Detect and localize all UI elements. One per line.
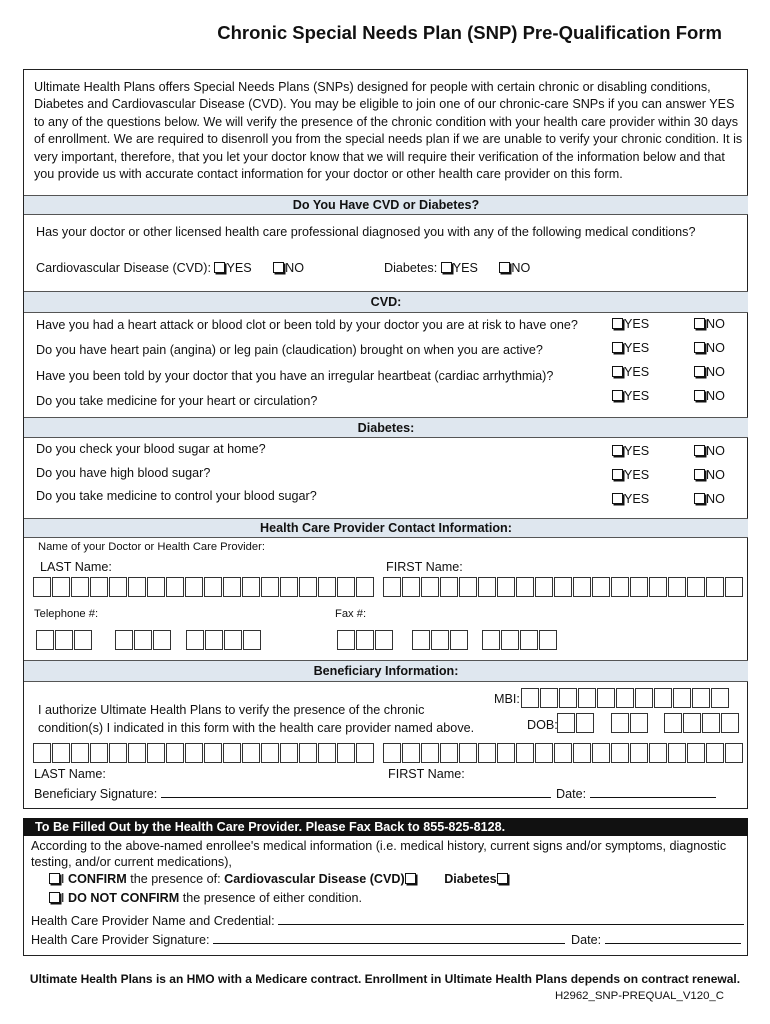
confirm-checkbox[interactable] <box>49 873 60 884</box>
cvd-header: CVD: <box>24 291 748 313</box>
hcp-signature-row <box>31 933 565 947</box>
diabetes-yes-checkbox[interactable] <box>441 262 452 273</box>
diabetes-q1-yes[interactable] <box>612 444 649 458</box>
checkbox-icon <box>612 493 623 504</box>
confirm-prefix: I <box>61 872 65 886</box>
telephone-line-boxes[interactable] <box>186 630 262 650</box>
confirm-bold: CONFIRM <box>68 872 127 886</box>
no-label: NO <box>706 317 725 331</box>
yes-label: YES <box>624 468 650 482</box>
yes-label: YES <box>624 389 650 403</box>
diabetes-q3-no[interactable] <box>694 492 725 506</box>
beneficiary-signature-label: Beneficiary Signature: <box>34 787 158 801</box>
fax-label: Fax #: <box>335 608 367 620</box>
checkbox-icon <box>694 469 705 480</box>
checkbox-icon <box>694 342 705 353</box>
telephone-prefix-boxes[interactable] <box>115 630 172 650</box>
section-cvd-diabetes-header: Do You Have CVD or Diabetes? <box>24 195 748 215</box>
telephone-label: Telephone #: <box>34 608 99 620</box>
dob-year-boxes[interactable] <box>664 713 740 733</box>
dob-day-boxes[interactable] <box>611 713 649 733</box>
fax-prefix-boxes[interactable] <box>412 630 469 650</box>
checkbox-icon <box>612 318 623 329</box>
notconfirm-prefix: I <box>61 891 65 905</box>
checkbox-icon <box>694 390 705 401</box>
hcp-signature-line[interactable] <box>213 943 565 944</box>
not-confirm-row <box>49 891 362 905</box>
diabetes-diagnosis-label: Diabetes: <box>384 261 438 275</box>
authorization-text: I authorize Ultimate Health Plans to verify the presence of the chronic condition(s) I indicated in this form with the health care provider named above. <box>38 703 475 735</box>
cvd-q1-no[interactable] <box>694 317 725 331</box>
cvd-q3-no[interactable] <box>694 365 725 379</box>
beneficiary-last-name-boxes[interactable] <box>33 743 375 763</box>
hcp-according-text: According to the above-named enrollee's medical information (i.e. medical history, current signs and/or symptoms, diagnostic testing, and/or current medications), <box>31 839 727 869</box>
fax-area-boxes[interactable] <box>337 630 394 650</box>
diabetes-header: Diabetes: <box>24 417 748 438</box>
confirm-row <box>49 872 509 886</box>
diabetes-question-3: Do you take medicine to control your blood sugar? <box>36 489 317 503</box>
hcp-date-label: Date: <box>571 933 602 947</box>
cvd-diagnosis-row <box>36 261 304 275</box>
cvd-q4-yes[interactable] <box>612 389 649 403</box>
cvd-question-1: Have you had a heart attack or blood clot or been told by your doctor you are at risk to have one? <box>36 318 578 332</box>
fax-line-boxes[interactable] <box>482 630 558 650</box>
mbi-boxes[interactable] <box>521 688 730 708</box>
footer-disclaimer: Ultimate Health Plans is an HMO with a Medicare contract. Enrollment in Ultimate Health Plans depends on contract renewal. <box>29 972 741 986</box>
page-title: Chronic Special Needs Plan (SNP) Pre-Qualification Form <box>217 22 722 43</box>
no-label: NO <box>706 365 725 379</box>
cvd-no-checkbox[interactable] <box>273 262 284 273</box>
diabetes-question-2: Do you have high blood sugar? <box>36 466 211 480</box>
beneficiary-date-line[interactable] <box>590 797 716 798</box>
beneficiary-signature-row <box>34 787 551 801</box>
yes-label: YES <box>624 492 650 506</box>
beneficiary-first-name-boxes[interactable] <box>383 743 744 763</box>
hcp-date-row <box>571 933 741 947</box>
provider-last-name-label: LAST Name: <box>40 560 112 574</box>
cvd-q1-yes[interactable] <box>612 317 649 331</box>
checkbox-icon <box>612 469 623 480</box>
hcp-date-line[interactable] <box>605 943 741 944</box>
confirm-cvd-checkbox[interactable] <box>405 873 416 884</box>
dob-month-boxes[interactable] <box>557 713 595 733</box>
beneficiary-date-label: Date: <box>556 787 587 801</box>
beneficiary-header: Beneficiary Information: <box>24 660 748 682</box>
provider-first-name-label: FIRST Name: <box>386 560 463 574</box>
yes-label: YES <box>624 341 650 355</box>
beneficiary-first-name-label: FIRST Name: <box>388 767 465 781</box>
notconfirm-bold: DO NOT CONFIRM <box>68 891 180 905</box>
no-label: NO <box>706 444 725 458</box>
yes-label: YES <box>624 365 650 379</box>
diabetes-no-checkbox[interactable] <box>499 262 510 273</box>
hcp-header: To Be Filled Out by the Health Care Provider. Please Fax Back to 855-825-8128. <box>23 818 748 836</box>
confirm-diabetes-label: Diabetes <box>444 872 497 886</box>
no-label: NO <box>511 261 531 275</box>
yes-label: YES <box>624 317 650 331</box>
notconfirm-rest: the presence of either condition. <box>182 891 362 905</box>
cvd-yes-checkbox[interactable] <box>214 262 225 273</box>
dob-label: DOB: <box>527 718 558 732</box>
form-code: H2962_SNP-PREQUAL_V120_C <box>554 990 724 1002</box>
checkbox-icon <box>612 445 623 456</box>
no-label: NO <box>706 468 725 482</box>
beneficiary-signature-line[interactable] <box>161 797 551 798</box>
cvd-diagnosis-label: Cardiovascular Disease (CVD): <box>36 261 211 275</box>
diabetes-q3-yes[interactable] <box>612 492 649 506</box>
no-label: NO <box>706 492 725 506</box>
yes-label: YES <box>624 444 650 458</box>
checkbox-icon <box>612 366 623 377</box>
provider-name-label: Name of your Doctor or Health Care Provider: <box>38 541 265 553</box>
intro-text: Ultimate Health Plans offers Special Needs Plans (SNPs) designed for people with certain chronic or disabling conditions, Diabetes and Cardiovascular Disease (CVD). You may be eligible to join one of our chronic-care SNPs if you can answer YES to any of the questions below. We will verify the presence of the chronic condition with your health care provider within 30 days of enrollment. We are required to disenroll you from the special needs plan if we are unable to verify your chronic condition. It is very important, therefore, that you let your doctor know that we will require their verification of the information below and that you provide us with accurate contact information for your doctor or other health care provider on this form. <box>34 80 743 182</box>
yes-label: YES <box>452 261 478 275</box>
cvd-question-3: Have you been told by your doctor that you have an irregular heartbeat (cardiac arrhythmia)? <box>36 369 554 383</box>
beneficiary-date-row <box>556 787 716 801</box>
provider-first-name-boxes[interactable] <box>383 577 744 597</box>
hcp-name-label: Health Care Provider Name and Credential: <box>31 914 275 928</box>
checkbox-icon <box>612 390 623 401</box>
cvd-question-2: Do you have heart pain (angina) or leg pain (claudication) brought on when you are active? <box>36 343 543 357</box>
checkbox-icon <box>694 366 705 377</box>
confirm-diabetes-checkbox[interactable] <box>497 873 508 884</box>
not-confirm-checkbox[interactable] <box>49 892 60 903</box>
hcp-name-line[interactable] <box>278 924 744 925</box>
cvd-q4-no[interactable] <box>694 389 725 403</box>
diagnosis-question: Has your doctor or other licensed health care professional diagnosed you with any of the following medical conditions? <box>36 225 696 239</box>
confirm-mid: the presence of: <box>130 872 221 886</box>
hcp-name-row <box>31 914 744 928</box>
provider-header: Health Care Provider Contact Information: <box>24 518 748 538</box>
checkbox-icon <box>612 342 623 353</box>
checkbox-icon <box>694 445 705 456</box>
cvd-question-4: Do you take medicine for your heart or circulation? <box>36 394 318 408</box>
yes-label: YES <box>226 261 252 275</box>
diabetes-question-1: Do you check your blood sugar at home? <box>36 442 266 456</box>
diabetes-q1-no[interactable] <box>694 444 725 458</box>
no-label: NO <box>285 261 305 275</box>
checkbox-icon <box>694 493 705 504</box>
cvd-q2-yes[interactable] <box>612 341 649 355</box>
cvd-q3-yes[interactable] <box>612 365 649 379</box>
hcp-signature-label: Health Care Provider Signature: <box>31 933 210 947</box>
no-label: NO <box>706 389 725 403</box>
confirm-cvd-label: Cardiovascular Disease (CVD) <box>224 872 405 886</box>
cvd-q2-no[interactable] <box>694 341 725 355</box>
diabetes-q2-no[interactable] <box>694 468 725 482</box>
diabetes-q2-yes[interactable] <box>612 468 649 482</box>
no-label: NO <box>706 341 725 355</box>
telephone-area-boxes[interactable] <box>36 630 93 650</box>
provider-last-name-boxes[interactable] <box>33 577 375 597</box>
diabetes-diagnosis-row <box>384 261 530 275</box>
mbi-label: MBI: <box>494 692 520 706</box>
checkbox-icon <box>694 318 705 329</box>
beneficiary-last-name-label: LAST Name: <box>34 767 106 781</box>
